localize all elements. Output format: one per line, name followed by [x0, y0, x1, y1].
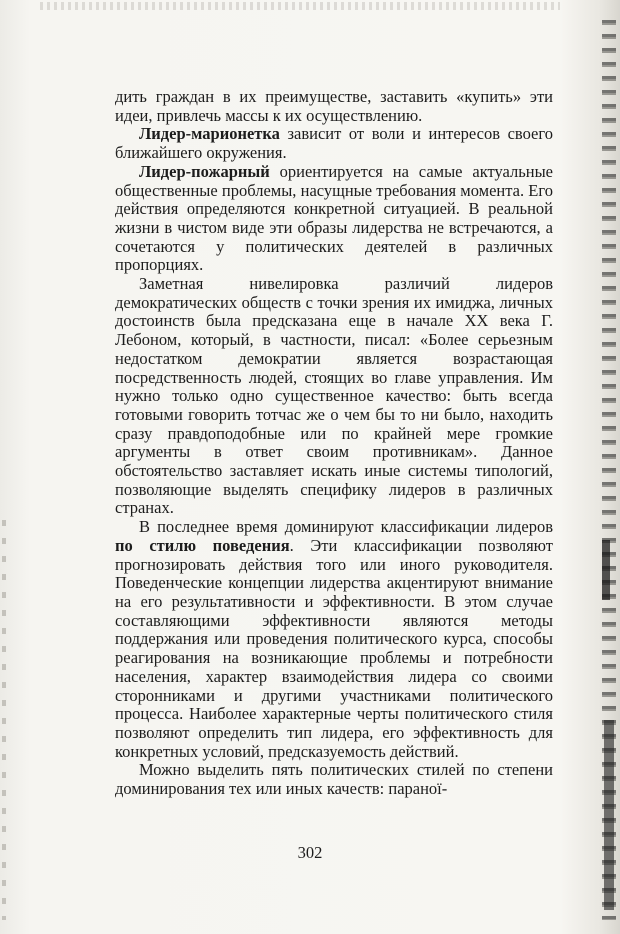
paragraph-leader-marionette — [115, 125, 553, 162]
term-behavior-style: по стилю поведения — [115, 535, 290, 555]
term-leader-marionette: Лидер-марионетка — [139, 124, 280, 144]
behavior-style-intro: В последнее время доминируют классификации лидеров — [139, 517, 553, 537]
paragraph-behavior-style — [115, 518, 553, 761]
paragraph-continuation: дить граждан в их преимуществе, заставить «купить» эти идеи, привлечь массы к их осуществлению. — [115, 87, 553, 125]
scan-right-edge-mark-lower — [604, 720, 614, 910]
scan-right-edge-mark — [602, 540, 610, 600]
definition-leader-firefighter: ориентируется на самые актуальные общественные проблемы, насущные требования момента. Его действия определяются конкретной ситуацией. В реальной жизни в чистом виде эти образы лидерства не встречаются, а сочетаются у политических деятелей в различных пропорциях. — [115, 161, 553, 275]
paragraph-five-styles: Можно выделить пять политических стилей по степени доминирования тех или иных качеств: параної- — [115, 760, 553, 799]
term-leader-firefighter: Лидер-пожарный — [139, 161, 270, 181]
behavior-style-body: . Эти классификации позволяют прогнозировать действия того или иного руководителя. Поведенческие концепции лидерства акцентируют внимание на его результативности и эффективности. В этом случае составляющими эффективности являются методы поддержания или проведения политического курса, способы реагирования на возникающие проблемы и потребности населения, характер взаимодействия лидера со своими сторонниками и другими участниками политического процесса. Наиболее характерные черты политического стиля позволяют определить тип лидера, его эффективность для конкретных условий, предсказуемость действий. — [115, 535, 553, 761]
page-number: 302 — [297, 843, 323, 862]
paragraph-leader-firefighter — [115, 163, 553, 275]
body-text — [115, 88, 553, 799]
definition-leader-marionette: зависит от воли и интересов своего ближайшего окружения. — [115, 124, 553, 163]
paragraph-lebon-quote: Заметная нивелировка различий лидеров демократических обществ с точки зрения их имиджа, личных достоинств была предсказана еще в начале XX века Г. Лебоном, который, в частности, писал: «Более серьезным недостатком демократии является возрастающая посредственность людей, стоящих во главе управления. Им нужно только одно существенное качество: быть всегда готовыми говорить тотчас же о чем бы то ни было, находить сразу правдоподобные или по крайней мере громкие аргументы в ответ своим противникам». Данное обстоятельство заставляет искать иные системы типологий, позволяющие выделять специфику лидеров в различных странах. — [115, 274, 553, 518]
scan-top-edge-artifact — [40, 2, 560, 10]
